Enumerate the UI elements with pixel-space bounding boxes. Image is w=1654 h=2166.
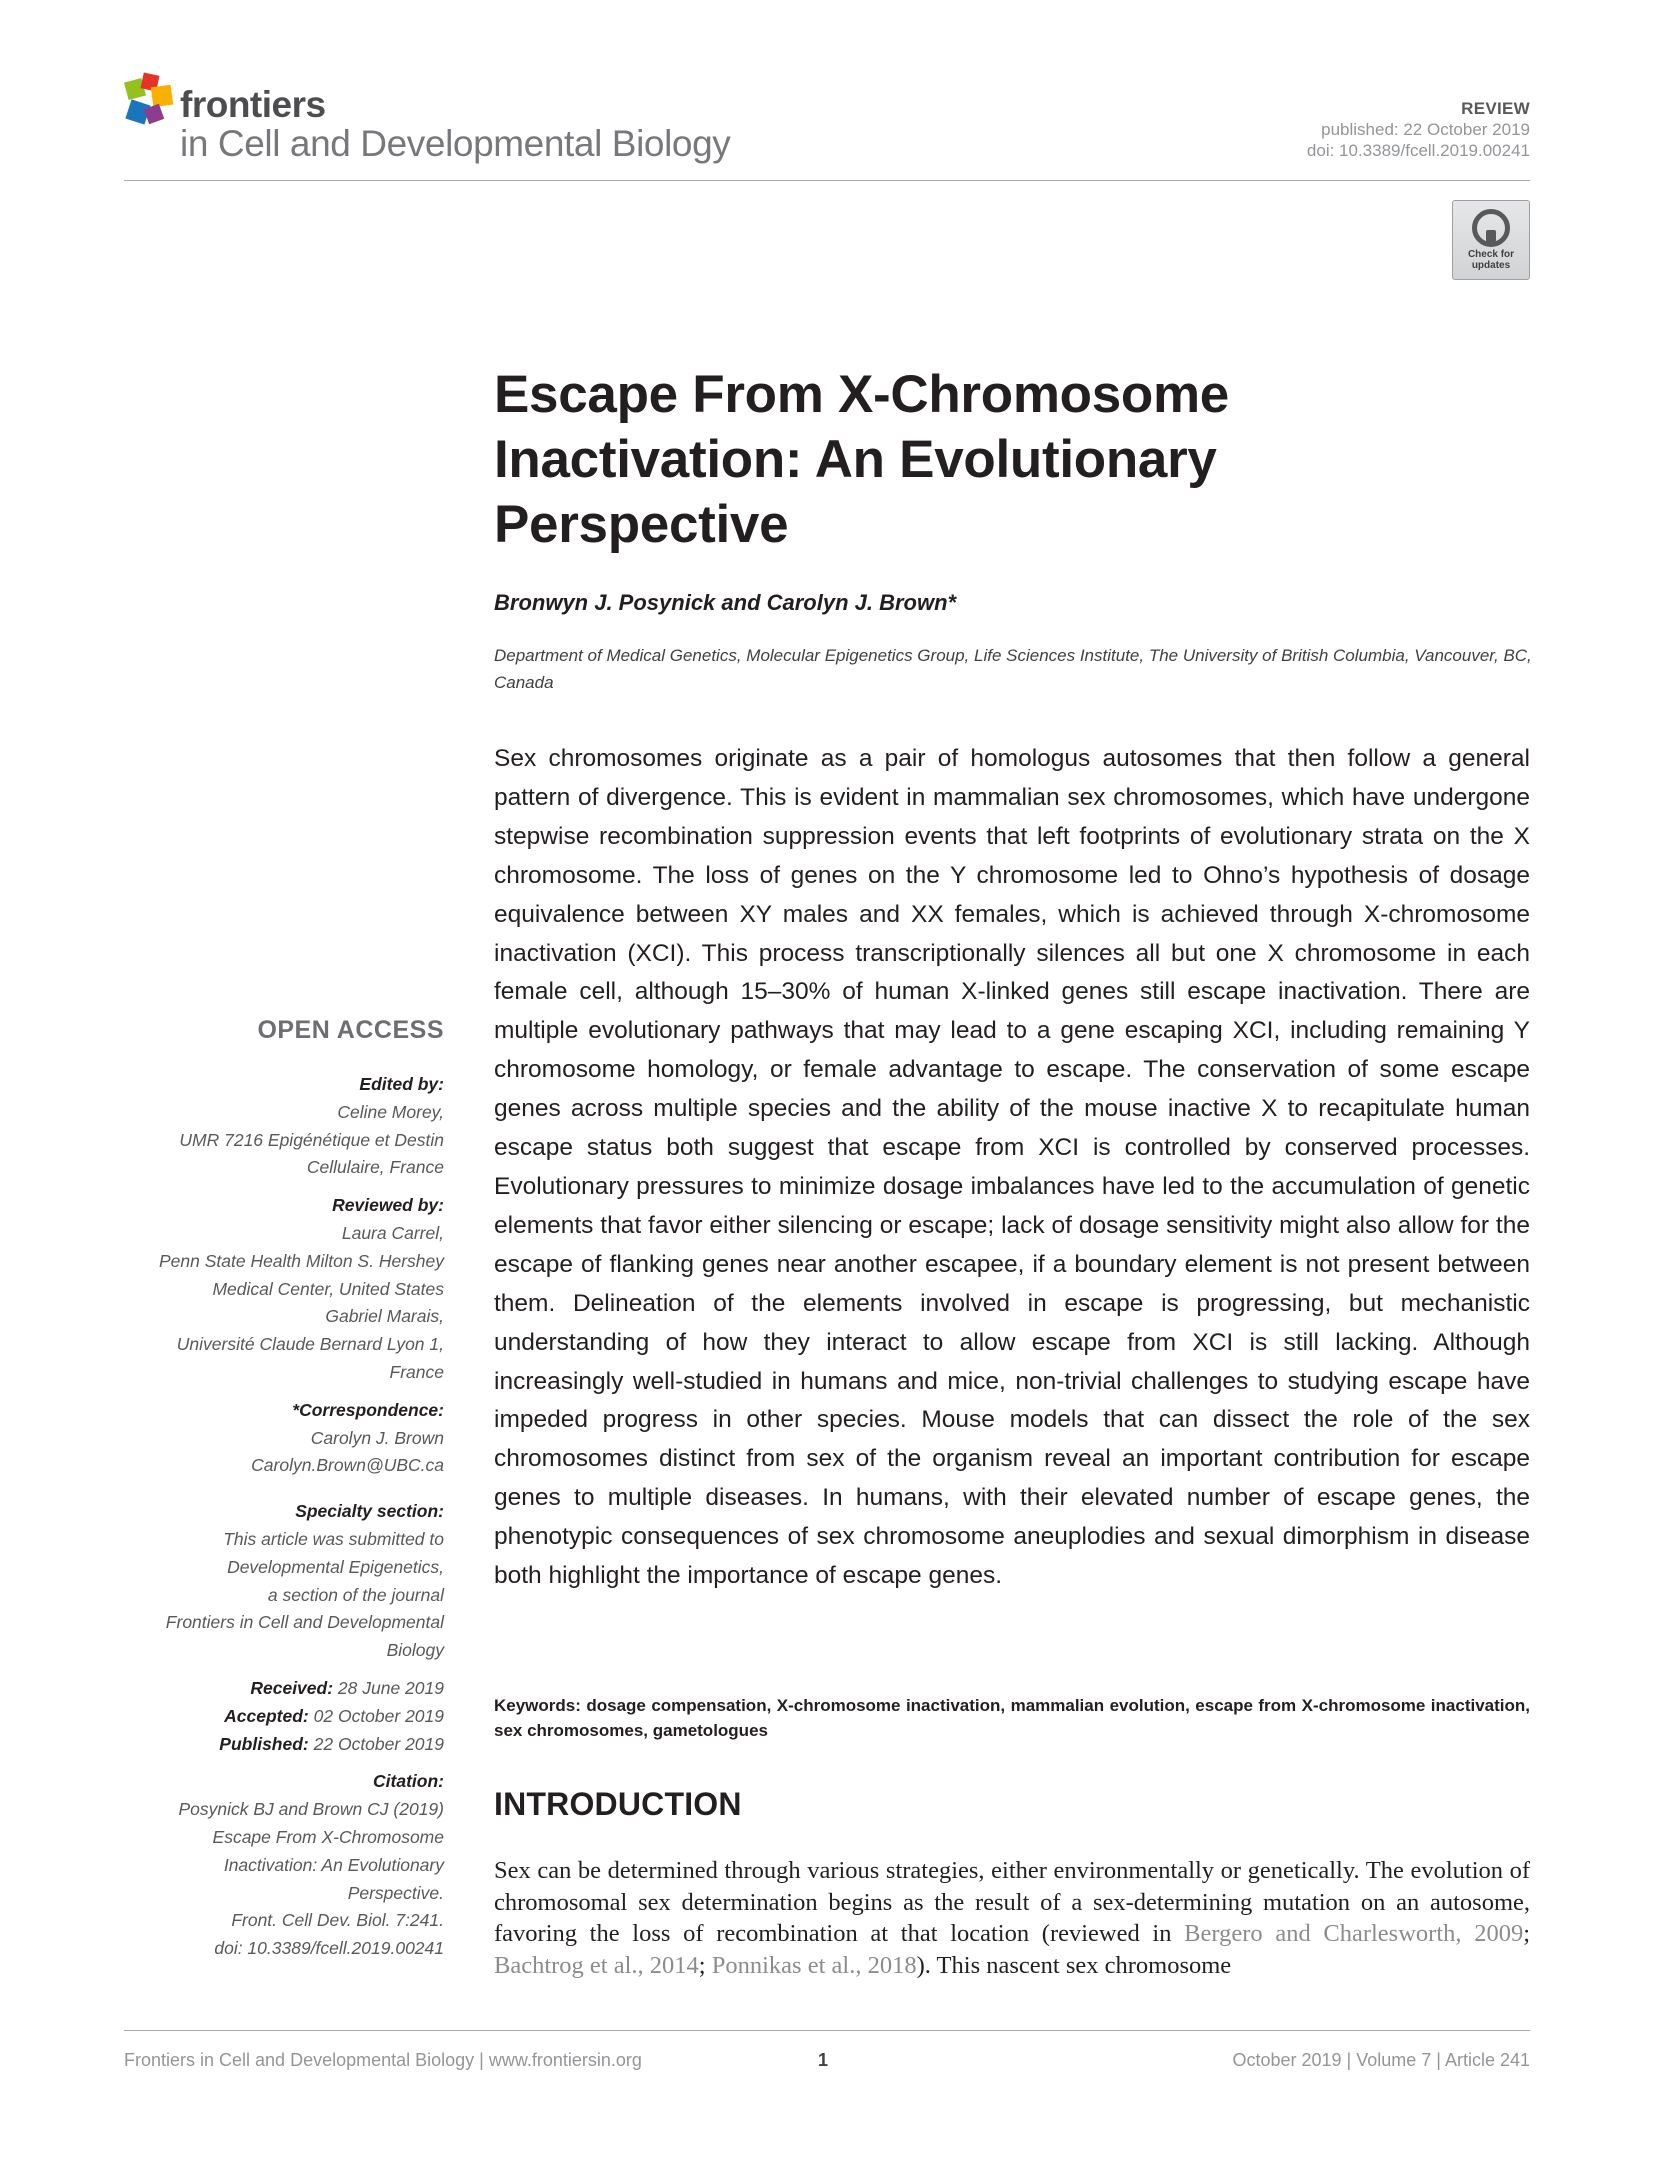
article-type: REVIEW (1461, 99, 1530, 118)
published-date: published: 22 October 2019 (1321, 120, 1530, 139)
intro-paragraph (494, 1855, 1530, 1981)
correspondence-name: Carolyn J. Brown (310, 1427, 444, 1448)
specialty-label: Specialty section: (295, 1501, 444, 1522)
title-line: Escape From X-Chromosome (494, 365, 1229, 424)
intro-text: ). This nascent sex chromosome (916, 1951, 1232, 1979)
sidebar (124, 1015, 444, 1963)
editor-line: Celine Morey, (337, 1101, 444, 1122)
journal-name: in Cell and Developmental Biology (180, 123, 731, 164)
editor-line: Cellulaire, France (306, 1157, 444, 1178)
doi[interactable]: doi: 10.3389/fcell.2019.00241 (1306, 141, 1530, 160)
reviewed-by-label: Reviewed by: (332, 1195, 444, 1216)
keywords-label: Keywords: (494, 1696, 581, 1715)
intro-text: Sex can be determined through various strategies, either environmentally or genetically. The evolution of chromosomal sex determination begins as the result of a sex-determining mutation on an autosome, favoring the loss of recombination at that location (reviewed in (494, 1857, 1530, 1947)
title-line: Perspective (494, 495, 789, 554)
page-number: 1 (818, 2050, 829, 2070)
accepted-date (124, 1703, 444, 1731)
section-heading: INTRODUCTION (494, 1786, 742, 1822)
footer-volume: October 2019 | Volume 7 | Article 241 (1232, 2050, 1530, 2070)
specialty-line: Frontiers in Cell and Developmental (165, 1612, 444, 1633)
keywords-list: dosage compensation, X-chromosome inactivation, mammalian evolution, escape from X-chromosome inactivation, sex chromosomes, gametologues (494, 1696, 1530, 1740)
header-rule (124, 180, 1530, 181)
accepted-value: 02 October 2019 (313, 1705, 444, 1726)
reviewer-line: Laura Carrel, (341, 1222, 444, 1243)
reviewer-line: Penn State Health Milton S. Hershey (158, 1250, 444, 1271)
citation-link[interactable]: Ponnikas et al., 2018 (711, 1951, 917, 1979)
received-label: Received: (250, 1677, 334, 1698)
intro-text: ; (698, 1951, 712, 1979)
intro-text: ; (1523, 1920, 1531, 1947)
published-label: Published: (219, 1733, 309, 1754)
citation-line: Perspective. (347, 1882, 444, 1903)
abstract: Sex chromosomes originate as a pair of homologus autosomes that then follow a general pattern of divergence. This is evident in mammalian sex chromosomes, which have undergone stepwise recombination suppression events that left footprints of evolutionary strata on the X chromosome. The loss of genes on the Y chromosome led to Ohno’s hypothesis of dosage equivalence between XY males and XX females, which is achieved through X-chromosome inactivation (XCI). This process transcriptionally silences all but one X chromosome in each female cell, although 15–30% of human X-linked genes still escape inactivation. There are multiple evolutionary pathways that may lead to a gene escaping XCI, including remaining Y chromosome homology, or female advantage to escape. The conservation of some escape genes across multiple species and the ability of the mouse inactive X to recapitulate human escape status both suggest that escape from XCI is controlled by conserved processes. Evolutionary pressures to minimize dosage imbalances have led to the accumulation of genetic elements that favor either silencing or escape; lack of dosage sensitivity might also allow for the escape of flanking genes near another escapee, if a boundary element is not present between them. Delineation of the elements involved in escape is progressing, but mechanistic understanding of how they interact to allow escape from XCI is still lacking. Although increasingly well-studied in humans and mice, non-trivial challenges to studying escape have impeded progress in other species. Mouse models that can dissect the role of the sex chromosomes distinct from sex of the organism reveal an important contribution for escape genes to multiple diseases. In humans, with their elevated number of escape genes, the phenotypic consequences of sex chromosome aneuplodies and sexual dimorphism in disease both highlight the importance of escape genes. (494, 745, 1530, 1590)
reviewer-line: Medical Center, United States (212, 1278, 444, 1299)
reviewer-line: Université Claude Bernard Lyon 1, (176, 1334, 444, 1355)
footer-journal[interactable]: Frontiers in Cell and Developmental Biology | www.frontiersin.org (124, 2050, 642, 2070)
specialty-line: Biology (386, 1640, 444, 1661)
reviewer-line: Gabriel Marais, (325, 1306, 444, 1327)
editor-line: UMR 7216 Epigénétique et Destin (179, 1129, 444, 1150)
citation-link[interactable]: Bergero and Charlesworth, 2009 (1184, 1920, 1524, 1947)
brand-name: frontiers (180, 84, 326, 125)
citation-line: Escape From X-Chromosome (212, 1826, 444, 1847)
check-updates-icon (1472, 209, 1510, 247)
reviewer-line: France (389, 1361, 444, 1382)
keywords (494, 1693, 1530, 1743)
title-line: Inactivation: An Evolutionary (494, 430, 1217, 489)
authors: Bronwyn J. Posynick and Carolyn J. Brown* (494, 590, 957, 615)
frontiers-logo-icon (122, 72, 180, 132)
footer-rule (124, 2030, 1530, 2031)
citation-line: Posynick BJ and Brown CJ (2019) (178, 1799, 444, 1820)
received-date (124, 1675, 444, 1703)
correspondence-label: *Correspondence: (292, 1399, 444, 1420)
received-value: 28 June 2019 (337, 1677, 444, 1698)
edited-by-label: Edited by: (359, 1074, 444, 1094)
citation-link[interactable]: Bachtrog et al., 2014 (494, 1951, 699, 1979)
specialty-line: Developmental Epigenetics, (227, 1556, 444, 1577)
published-value: 22 October 2019 (313, 1733, 444, 1754)
open-access-label: OPEN ACCESS (257, 1016, 444, 1044)
check-updates-label: Check for updates (1467, 249, 1515, 271)
correspondence-email[interactable]: Carolyn.Brown@UBC.ca (251, 1455, 444, 1476)
specialty-line: a section of the journal (267, 1584, 444, 1605)
citation-line: Inactivation: An Evolutionary (223, 1854, 444, 1875)
article-meta (1307, 98, 1530, 161)
published-date-sidebar (124, 1731, 444, 1759)
affiliation: Department of Medical Genetics, Molecular Epigenetics Group, Life Sciences Institute, The University of British Columbia, Vancouver, BC, Canada (494, 646, 1532, 692)
article-title (494, 362, 1374, 557)
citation-line: doi: 10.3389/fcell.2019.00241 (214, 1938, 444, 1959)
specialty-line: This article was submitted to (223, 1528, 444, 1549)
check-for-updates-button[interactable] (1452, 200, 1530, 280)
citation-label: Citation: (373, 1771, 444, 1792)
citation-line: Front. Cell Dev. Biol. 7:241. (231, 1910, 444, 1931)
accepted-label: Accepted: (224, 1705, 309, 1726)
